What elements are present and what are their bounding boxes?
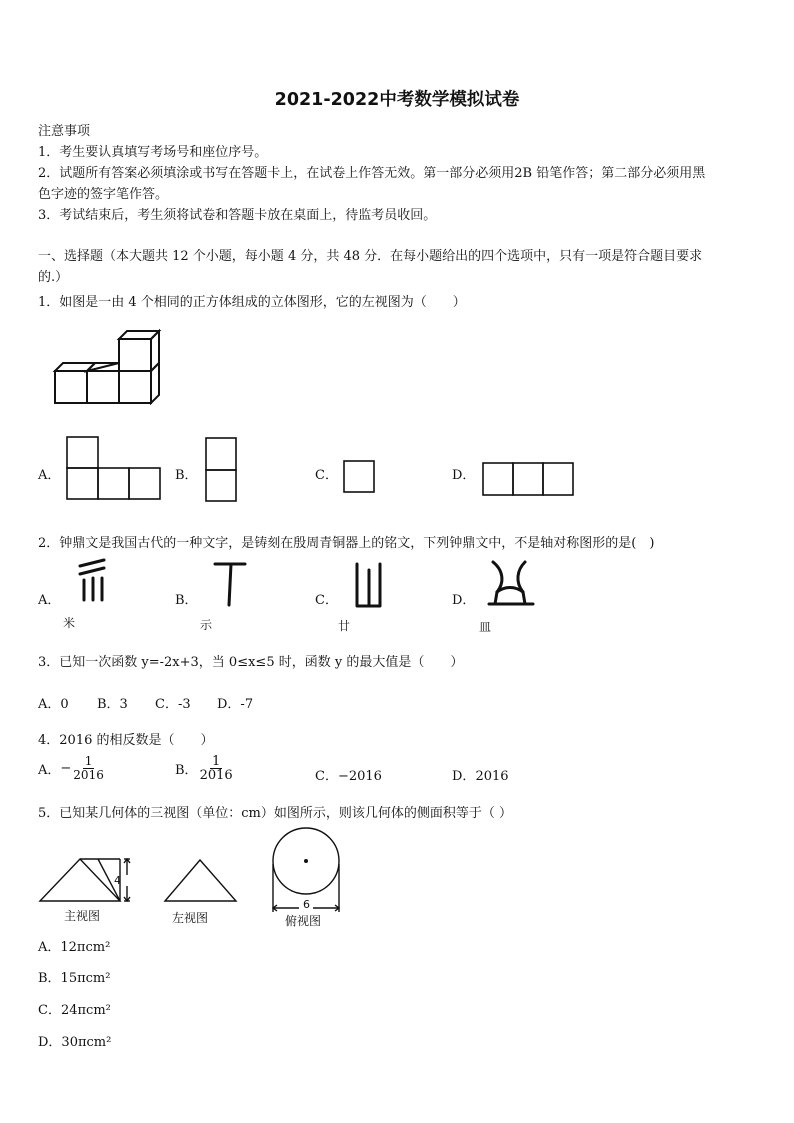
q5-height-label: 4 [114, 874, 121, 887]
q4-label-b: B． [175, 763, 198, 778]
q1-option-c-figure [343, 460, 377, 494]
q2-option-c-glyph [352, 560, 386, 610]
q3-option-c: C．-3 [155, 697, 191, 712]
q2-label-b: B． [175, 593, 198, 608]
q1-option-d-figure [482, 462, 576, 497]
q4-label-a: A． [38, 763, 61, 778]
q4-option-d [452, 765, 509, 784]
q4-a-denominator: 2016 [73, 768, 104, 782]
notice-item-2: 2．试题所有答案必须填涂或书写在答题卡上，在试卷上作答无效。第一部分必须用2B 铅笔作答；第二部分必须用黑 [38, 166, 706, 181]
q2-option-d-glyph [487, 558, 535, 608]
page-title: 2021-2022中考数学模拟试卷 [274, 90, 520, 110]
q5-option-a: A．12πcm² [38, 940, 111, 955]
q5-option-c: C．24πcm² [38, 1003, 111, 1018]
q4-b-numerator: 1 [211, 754, 221, 769]
q4-option-a [38, 755, 106, 782]
q4-option-c [315, 765, 382, 784]
q4-a-fraction [71, 755, 106, 782]
q1-option-a-figure [66, 436, 162, 502]
q4-d-value: 2016 [475, 769, 509, 784]
q3-stem: 3．已知一次函数 y=-2x+3，当 0≤x≤5 时，函数 y 的最大值是（ ） [38, 655, 464, 670]
q1-label-c: C． [315, 468, 338, 483]
q2-option-b-glyph [212, 560, 248, 608]
q1-label-d: D． [452, 468, 476, 483]
q5-top-view-label: 俯视图 [285, 914, 322, 928]
q4-stem: 4．2016 的相反数是（ ） [38, 733, 214, 748]
section-heading: 一、选择题（本大题共 12 个小题，每小题 4 分，共 48 分．在每小题给出的四个选项中，只有一项是符合题目要求 [38, 249, 703, 264]
q5-side-view [163, 857, 241, 905]
q4-b-fraction [198, 755, 235, 782]
q1-option-b-figure [205, 437, 239, 503]
q4-a-numerator: 1 [84, 754, 93, 768]
q3-option-a: A．0 [38, 697, 69, 712]
notice-item-1: 1．考生要认真填写考场号和座位序号。 [38, 145, 268, 160]
q2-label-c: C． [315, 593, 338, 608]
q4-option-b [175, 755, 235, 782]
q5-option-d: D．30πcm² [38, 1035, 112, 1050]
q2-option-a-char: 米 [63, 616, 76, 630]
q3-option-d: D．-7 [217, 697, 254, 712]
q2-option-d-char: 皿 [479, 620, 492, 634]
q2-option-a-glyph [76, 556, 110, 606]
notice-item-3: 3．考试结束后，考生须将试卷和答题卡放在桌面上，待监考员收回。 [38, 208, 437, 223]
q1-label-b: B． [175, 468, 198, 483]
q4-a-sign: − [60, 761, 72, 776]
q2-option-c-char: 廿 [338, 619, 351, 633]
notice-item-2-cont: 色字迹的签字笔作答。 [38, 187, 169, 202]
section-heading-cont: 的.） [38, 270, 69, 285]
q4-c-value: −2016 [337, 769, 382, 784]
q5-side-view-label: 左视图 [172, 911, 209, 925]
q2-option-b-char: 示 [200, 618, 213, 632]
q3-option-b: B．3 [97, 697, 128, 712]
q5-option-b: B．15πcm² [38, 971, 111, 986]
q4-label-c: C． [315, 769, 338, 784]
q2-stem: 2．钟鼎文是我国古代的一种文字，是铸刻在殷周青铜器上的铭文，下列钟鼎文中，不是轴对称图形的是( ) [38, 536, 655, 551]
q4-label-d: D． [452, 769, 476, 784]
q5-front-view-label: 主视图 [64, 909, 101, 923]
q5-stem: 5．已知某几何体的三视图（单位：cm）如图所示，则该几何体的侧面积等于（ ） [38, 806, 513, 821]
q1-label-a: A． [38, 468, 61, 483]
q5-diameter-label: 6 [303, 898, 310, 911]
q2-label-a: A． [38, 593, 61, 608]
q1-stem: 1．如图是一由 4 个相同的正方体组成的立体图形，它的左视图为（ ） [38, 295, 466, 310]
q2-label-d: D． [452, 593, 476, 608]
notice-heading: 注意事项 [38, 124, 91, 139]
q4-b-denominator: 2016 [199, 768, 233, 783]
